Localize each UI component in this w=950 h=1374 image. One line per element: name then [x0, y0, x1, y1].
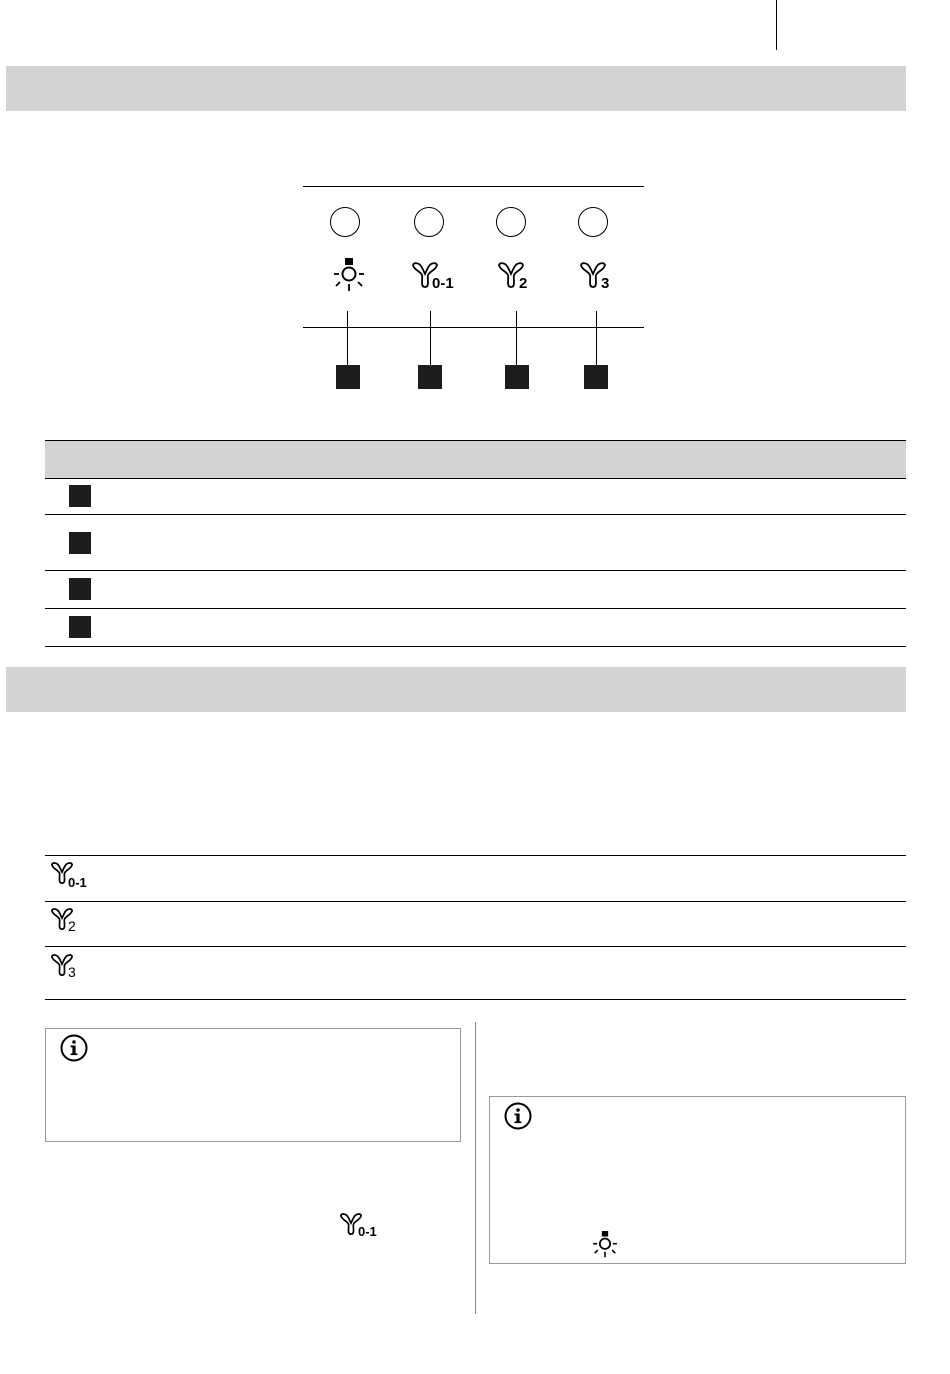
callout-line: [347, 311, 348, 366]
row-divider: [45, 901, 906, 902]
callout-marker: [336, 365, 360, 389]
fan-speed-2-button[interactable]: [496, 207, 526, 237]
table-bottom-rule: [45, 646, 906, 647]
table-row-marker: [69, 578, 91, 600]
info-icon: [59, 1033, 89, 1063]
panel-bottom-edge: [303, 327, 644, 328]
row-divider: [45, 514, 906, 515]
table-bottom-rule: [45, 999, 906, 1000]
fan-speed-label: 0-1: [358, 1224, 377, 1239]
table-row-marker: [69, 532, 91, 554]
section-header-band-1: [6, 66, 906, 111]
fan-speed-label: 2: [68, 918, 76, 934]
section-header-band-2: [6, 667, 906, 712]
table-row-marker: [69, 485, 91, 507]
callout-marker: [418, 365, 442, 389]
info-note-box-left: [45, 1028, 461, 1142]
crop-mark: [776, 0, 777, 50]
info-icon: [503, 1101, 533, 1131]
table-row-marker: [69, 616, 91, 638]
fan-speed-label: 2: [519, 275, 528, 292]
callout-marker: [505, 365, 529, 389]
fan-speed-label: 0-1: [68, 875, 87, 890]
callout-line: [430, 311, 431, 366]
light-button[interactable]: [330, 207, 360, 237]
table-header-row: [45, 441, 906, 478]
light-bulb-icon: [592, 1231, 618, 1258]
fan-speed-label: 0-1: [432, 275, 454, 292]
callout-marker: [584, 365, 608, 389]
fan-speed-label: 3: [68, 964, 76, 980]
row-divider: [45, 608, 906, 609]
fan-speed-0-1-button[interactable]: [414, 207, 444, 237]
callout-line: [516, 311, 517, 366]
row-divider: [45, 478, 906, 479]
row-divider: [45, 570, 906, 571]
fan-speed-3-button[interactable]: [578, 207, 608, 237]
fan-speed-label: 3: [601, 275, 610, 292]
panel-top-edge: [303, 186, 644, 187]
callout-line: [596, 311, 597, 366]
column-separator: [475, 1022, 476, 1314]
light-bulb-icon: [333, 258, 365, 292]
info-note-box-right: [489, 1096, 906, 1264]
row-divider: [45, 855, 906, 856]
row-divider: [45, 946, 906, 947]
